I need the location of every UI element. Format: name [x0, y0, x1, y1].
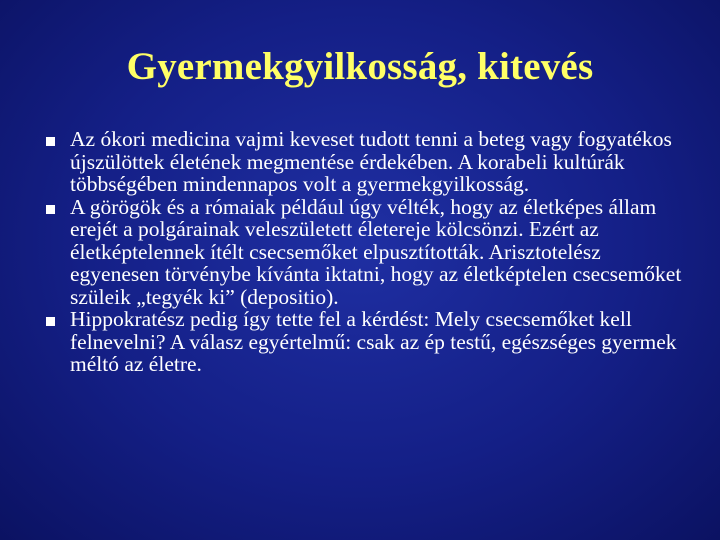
- bullet-item: [46, 308, 686, 376]
- bullet-text: Az ókori medicina vajmi keveset tudott tenni a beteg vagy fogyatékos újszülöttek életének megmentése érdekében. A korabeli kultúrák többségében mindennapos volt a gyermekgyilkosság.: [70, 127, 672, 196]
- bullet-text: A görögök és a rómaiak például úgy vélték, hogy az életképes állam erejét a polgárainak veleszületett életereje kölcsönzi. Ezért az életképtelennek ítélt csecsemőket elpusztították. Arisztotelész egyenesen törvénybe kívánta iktatni, hogy az életképtelen csecsemőket szüleik „tegyék ki” (depositio).: [70, 194, 682, 309]
- square-bullet-icon: [46, 205, 55, 214]
- bullet-item: [46, 196, 686, 309]
- square-bullet-icon: [46, 137, 55, 146]
- bullet-text: Hippokratész pedig így tette fel a kérdést: Mely csecsemőket kell felnevelni? A válasz egyértelmű: csak az ép testű, egészséges gyermek méltó az életre.: [70, 307, 677, 376]
- slide-title: Gyermekgyilkosság, kitevés: [126, 45, 594, 88]
- bullet-item: [46, 128, 686, 196]
- square-bullet-icon: [46, 317, 55, 326]
- bullet-list: [46, 128, 686, 376]
